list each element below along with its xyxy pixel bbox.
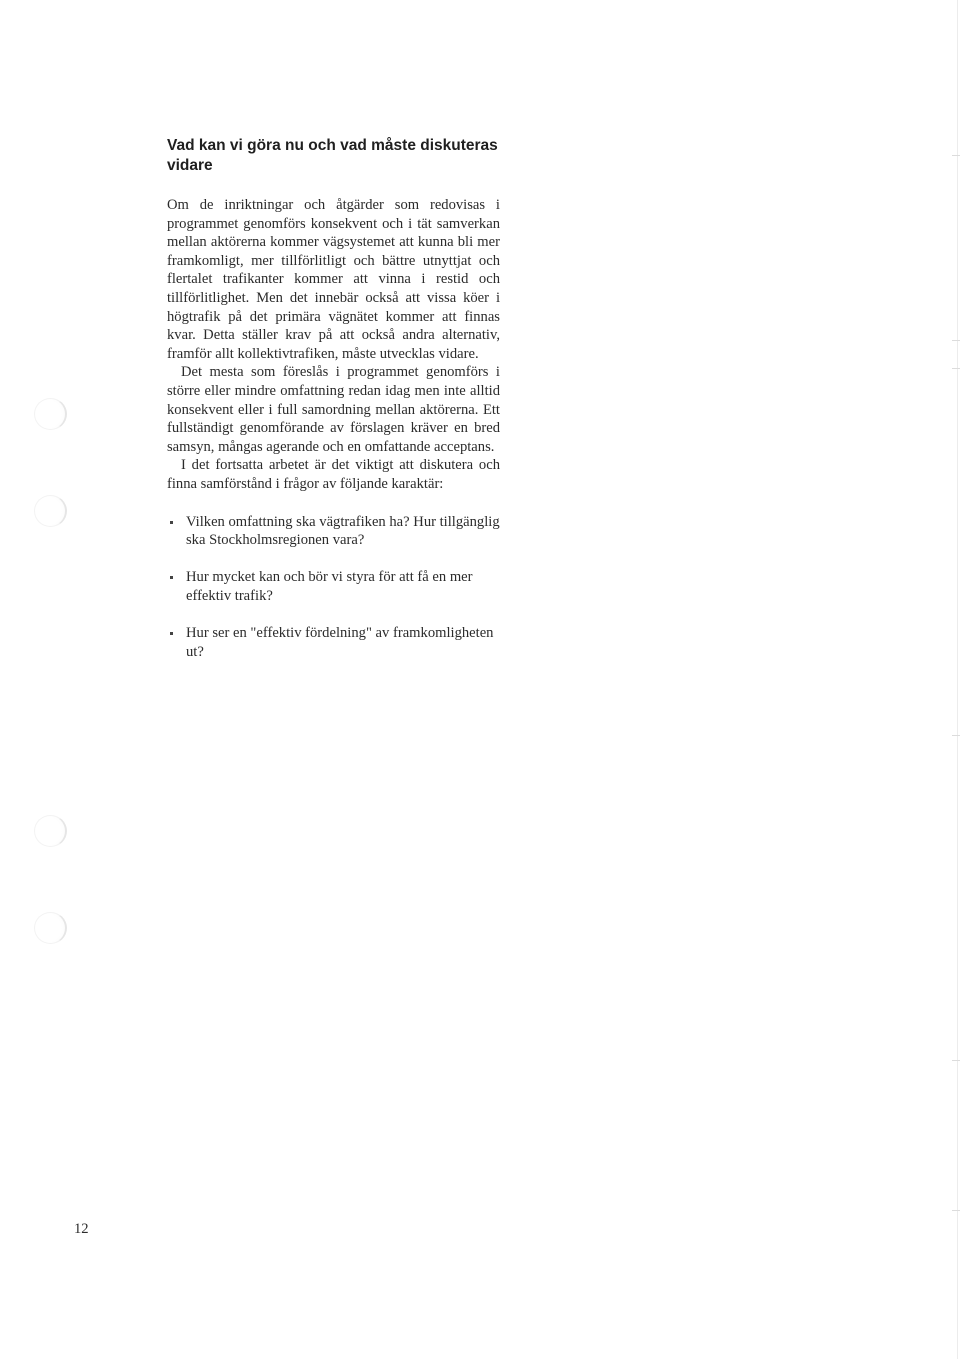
square-bullet-icon: [170, 521, 173, 524]
edge-tick: [952, 155, 960, 156]
edge-tick: [952, 340, 960, 341]
square-bullet-icon: [170, 576, 173, 579]
question-list: [167, 513, 500, 662]
binder-hole-2: [34, 495, 67, 527]
list-item: [167, 568, 500, 605]
edge-tick: [952, 368, 960, 369]
edge-tick: [952, 1210, 960, 1211]
list-item-text: Hur ser en "effektiv fördelning" av framkomligheten ut?: [186, 625, 494, 660]
body-paragraph-3: I det fortsatta arbetet är det viktigt att diskutera och finna samförstånd i frågor av följande karaktär:: [167, 457, 500, 492]
binder-hole-4: [34, 912, 67, 944]
edge-tick: [952, 1060, 960, 1061]
edge-tick: [952, 735, 960, 736]
page-number: 12: [74, 1221, 89, 1237]
section-heading: Vad kan vi göra nu och vad måste diskuteras vidare: [167, 137, 498, 174]
body-paragraph-2: Det mesta som föreslås i programmet genomförs i större eller mindre omfattning redan idag men inte alltid konsekvent eller i full samordning mellan aktörerna. Ett fullständigt genomförande av förslagen kräver en bred samsyn, mångas agerande och en omfattande acceptans.: [167, 364, 500, 455]
square-bullet-icon: [170, 632, 173, 635]
binder-hole-3: [34, 815, 67, 847]
list-item: [167, 624, 500, 661]
page-content: [167, 136, 500, 680]
body-paragraph-1: Om de inriktningar och åtgärder som redovisas i programmet genomförs konsekvent och i tät samverkan mellan aktörerna kommer vägsystemet att kunna bli mer framkomligt, mer tillförlitligt och bättre utnyttjat och flertalet trafikanter kommer att vinna i restid och tillförlitlighet. Men det innebär också att vissa köer i högtrafik på det primära vägnätet kommer att finnas kvar. Detta ställer krav på att också andra alternativ, framför allt kollektivtrafiken, måste utvecklas vidare.: [167, 197, 500, 362]
binder-hole-1: [34, 398, 67, 430]
list-item-text: Hur mycket kan och bör vi styra för att få en mer effektiv trafik?: [186, 569, 473, 604]
list-item: [167, 513, 500, 550]
list-item-text: Vilken omfattning ska vägtrafiken ha? Hur tillgänglig ska Stockholmsregionen vara?: [186, 513, 500, 549]
page-edge-line: [957, 0, 958, 1359]
